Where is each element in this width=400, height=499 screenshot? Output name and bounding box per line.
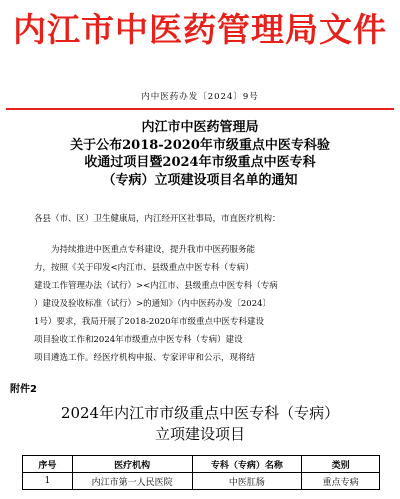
column-header-institution: 医疗机构 bbox=[72, 456, 192, 473]
column-header-index: 序号 bbox=[23, 456, 73, 473]
attachment-label: 附件2 bbox=[10, 384, 37, 395]
projects-table bbox=[22, 455, 380, 490]
paragraph-line: ）建设及验收标准（试行）>的通知》（内中医药办发〔2024〕 bbox=[34, 299, 272, 309]
body-paragraph bbox=[34, 241, 382, 367]
document-header-title: 内江市中医药管理局文件 bbox=[13, 10, 387, 49]
paragraph-line: 力，按照《关于印发<内江市、县级重点中医专科（专病） bbox=[34, 263, 254, 273]
table-cell-index: 1 bbox=[23, 473, 73, 490]
document-number: 内中医药办发〔2024〕9号 bbox=[141, 92, 259, 102]
table-cell-institution: 内江市第一人民医院 bbox=[72, 473, 192, 490]
paragraph-line: 项目验收工作和2024年市级重点中医专科（专病）建设 bbox=[34, 335, 243, 345]
notice-title bbox=[0, 119, 400, 189]
table-header-row bbox=[23, 456, 380, 473]
notice-title-line: 收通过项目暨2024年市级重点中医专科 bbox=[84, 155, 316, 170]
table-row bbox=[23, 473, 380, 490]
attachment-title bbox=[0, 403, 400, 445]
notice-title-line: 内江市中医药管理局 bbox=[141, 120, 259, 135]
paragraph-line: 建设工作管理办法（试行）><内江市、县级重点中医专科（专病 bbox=[34, 281, 278, 291]
column-header-specialty: 专科（专病）名称 bbox=[192, 456, 302, 473]
notice-title-line: 关于公布2018-2020年市级重点中医专科验 bbox=[70, 137, 330, 153]
attachment-title-line: 2024年内江市市级重点中医专科（专病） bbox=[60, 404, 340, 422]
notice-title-line: （专病）立项建设项目名单的通知 bbox=[102, 172, 298, 188]
paragraph-line: 1号）要求，我局开展了2018-2020年市级重点中医专科建设 bbox=[34, 317, 265, 327]
paragraph-line: 项目遴选工作。经医疗机构申报、专家评审和公示，现将结 bbox=[34, 353, 256, 363]
attachment-title-line: 立项建设项目 bbox=[154, 425, 245, 443]
red-divider-line bbox=[6, 108, 394, 110]
column-header-category: 类别 bbox=[302, 456, 380, 473]
paragraph-line: 为持续推进中医重点专科建设，提升我市中医药服务能 bbox=[51, 245, 256, 255]
addressee-line: 各县（市、区）卫生健康局，内江经开区社事局，市直医疗机构： bbox=[34, 214, 281, 224]
table-cell-specialty: 中医肛肠 bbox=[192, 473, 302, 490]
table-cell-category: 重点专病 bbox=[302, 473, 380, 490]
